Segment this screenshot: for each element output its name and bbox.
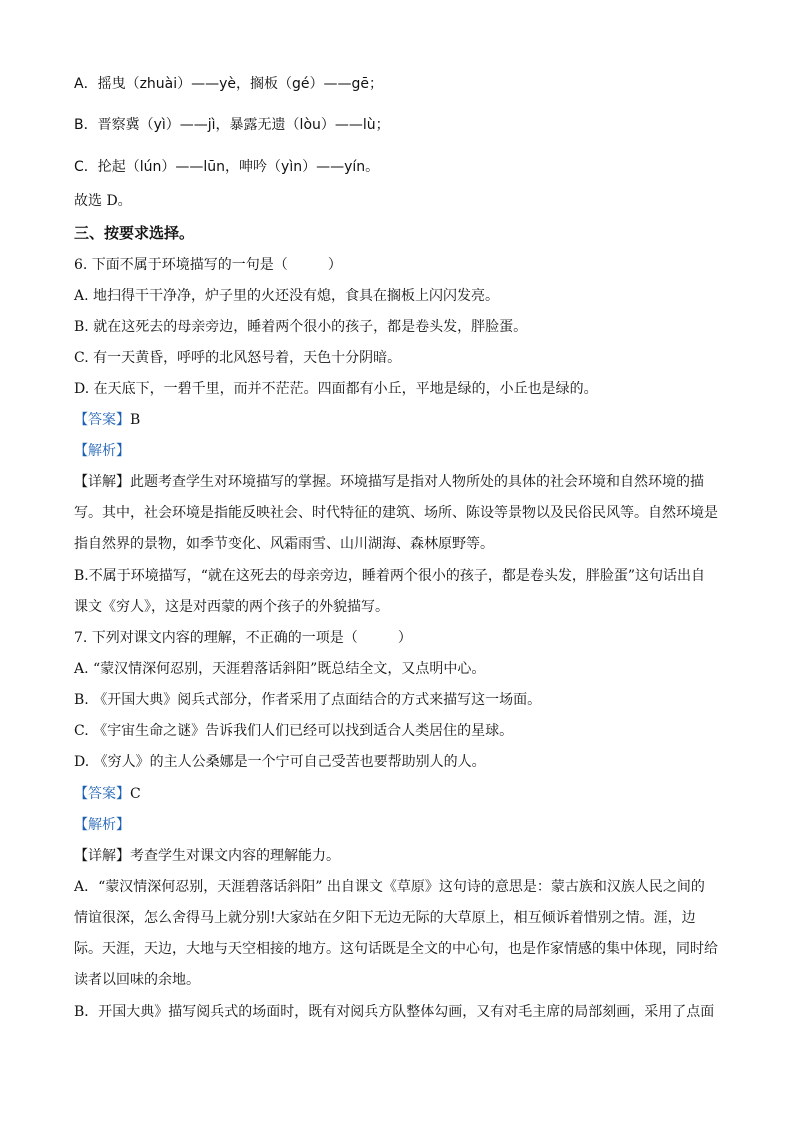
- answer-tag: 【答案】: [74, 786, 130, 802]
- question-7-stem: [74, 628, 724, 648]
- question-6-stem: [74, 255, 724, 275]
- question-6-option-c: C. 有一天黄昏，呼呼的北风怒号着，天色十分阴暗。: [74, 350, 402, 366]
- question-6-detail-line-4: B.不属于环境描写，“就在这死去的母亲旁边，睡着两个很小的孩子，都是卷头发，胖脸蛋”这句话出自: [74, 568, 706, 584]
- question-6-detail-line-5: 课文《穷人》，这是对西蒙的两个孩子的外貌描写。: [74, 599, 389, 615]
- question-6-option-b: B. 就在这死去的母亲旁边，睡着两个很小的孩子，都是卷头发，胖脸蛋。: [74, 319, 528, 335]
- option-b-pinyin: B．晋察冀（yì）——jì，暴露无遗（lòu）——lù；: [74, 117, 390, 133]
- question-7-option-a: A. “蒙汉情深何忍别，天涯碧落话斜阳”既总结全文，又点明中心。: [74, 661, 486, 677]
- question-6-option-d: D. 在天底下，一碧千里，而并不茫茫。四面都有小丘，平地是绿的，小丘也是绿的。: [74, 381, 598, 397]
- question-7-detail-line-4: 际。天涯，天边，大地与天空相接的地方。这句话既是全文的中心句，也是作家情感的集中体现，同时给: [74, 941, 718, 957]
- analysis-tag: 【解析】: [74, 817, 130, 833]
- answer-value: C: [130, 786, 141, 802]
- detail-tag: 【详解】: [74, 474, 130, 490]
- question-7-detail-line-2: A．“蒙汉情深何忍别，天涯碧落话斜阳” 出自课文《草原》这句诗的意思是：蒙古族和汉族人民之间的: [74, 879, 705, 895]
- detail-text: 此题考查学生对环境描写的掌握。环境描写是指对人物所处的具体的社会环境和自然环境的描: [130, 474, 704, 490]
- choice-conclusion: 故选 D。: [74, 193, 132, 209]
- question-6-paren: ）: [327, 257, 342, 273]
- analysis-tag: 【解析】: [74, 443, 130, 459]
- question-7-text: 7. 下列对课文内容的理解，不正确的一项是（: [74, 630, 358, 646]
- answer-tag: 【答案】: [74, 412, 130, 428]
- question-7-detail-line-5: 读者以回味的余地。: [74, 972, 200, 988]
- question-7-paren: ）: [397, 630, 412, 646]
- question-7-detail-line-1: [74, 846, 724, 866]
- question-7-option-c: C. 《宇宙生命之谜》告诉我们人们已经可以找到适合人类居住的星球。: [74, 723, 514, 739]
- question-7-option-d: D. 《穷人》的主人公桑娜是一个宁可自己受苦也要帮助别人的人。: [74, 754, 486, 770]
- question-6-detail-line-3: 指自然界的景物，如季节变化、风霜雨雪、山川湖海、森林原野等。: [74, 536, 494, 552]
- detail-tag: 【详解】: [74, 848, 130, 864]
- question-7-detail-line-6: B．开国大典》描写阅兵式的场面时，既有对阅兵方队整体勾画，又有对毛主席的局部刻画，采用了点面: [74, 1004, 715, 1020]
- question-6-detail-line-2: 写。其中，社会环境是指能反映社会、时代特征的建筑、场所、陈设等景物以及民俗民风等。自然环境是: [74, 505, 718, 521]
- question-6-text: 6. 下面不属于环境描写的一句是（: [74, 257, 288, 273]
- option-c-pinyin: C．抡起（lún）——lūn，呻吟（yìn）——yín。: [74, 159, 380, 175]
- question-7-option-b: B. 《开国大典》阅兵式部分，作者采用了点面结合的方式来描写这一场面。: [74, 692, 542, 708]
- section-heading: 三、按要求选择。: [74, 224, 195, 242]
- answer-value: B: [130, 412, 141, 428]
- question-7-answer: [74, 784, 724, 804]
- question-6-option-a: A. 地扫得干干净净，炉子里的火还没有熄，食具在搁板上闪闪发亮。: [74, 288, 500, 304]
- option-a-pinyin: A．摇曳（zhuài）——yè，搁板（gé）——gē；: [74, 76, 384, 92]
- question-6-detail-line-1: [74, 472, 724, 492]
- detail-text: 考查学生对课文内容的理解能力。: [130, 848, 340, 864]
- question-7-detail-line-3: 情谊很深，怎么舍得马上就分别!大家站在夕阳下无边无际的大草原上，相互倾诉着惜别之情。涯，边: [74, 910, 696, 926]
- question-6-answer: [74, 410, 724, 430]
